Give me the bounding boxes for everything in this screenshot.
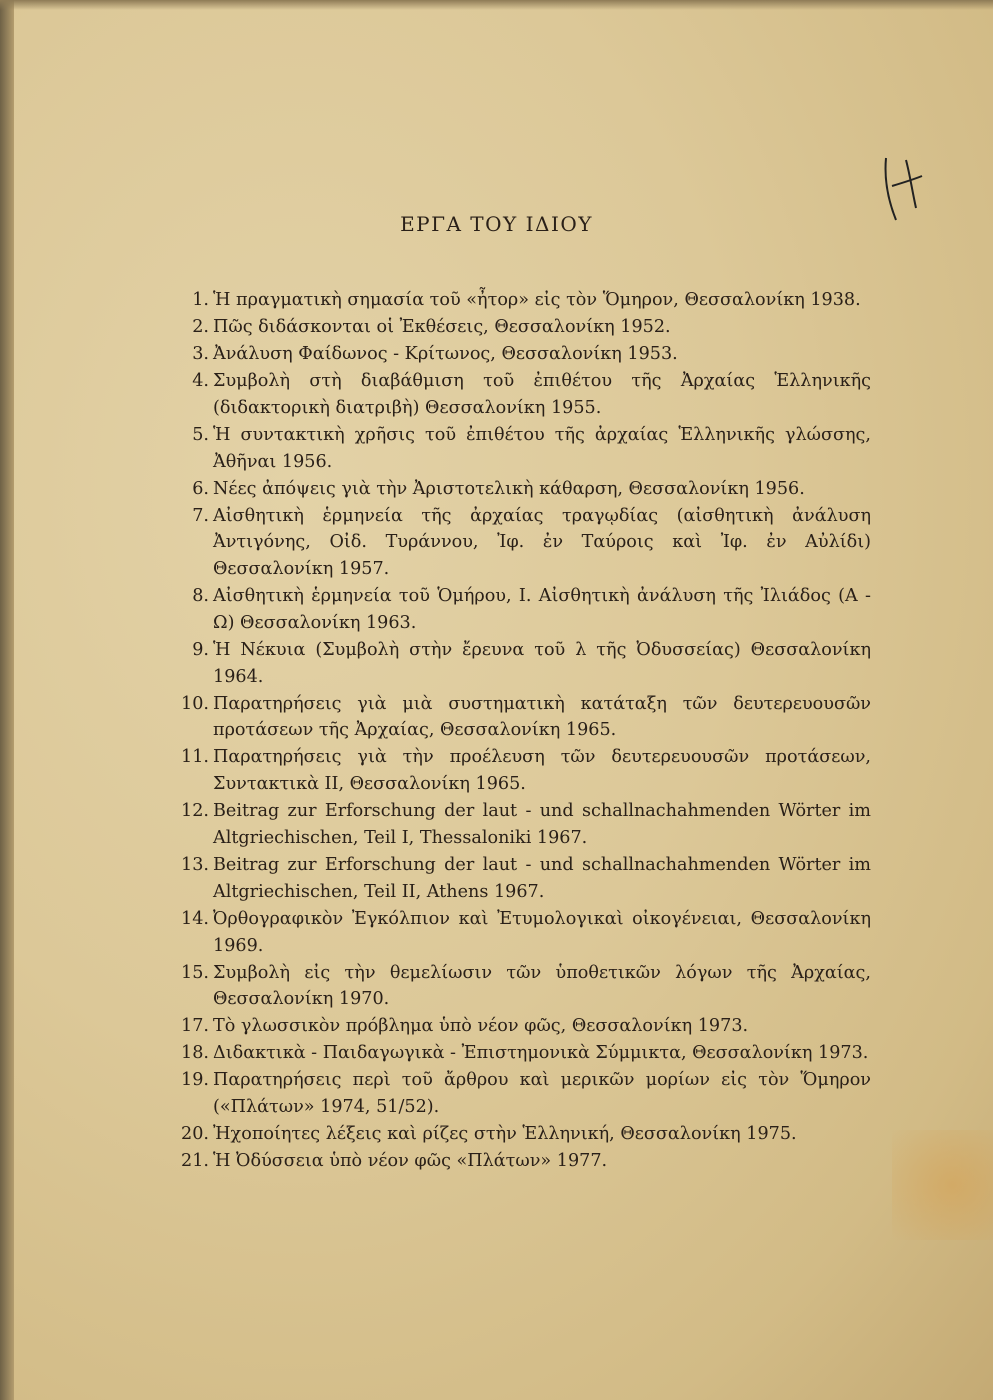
list-item [165,1121,871,1148]
list-item [165,1013,871,1040]
item-number: 19. [181,1070,209,1091]
list-item [165,852,871,906]
list-item [165,1067,871,1121]
list-item [165,1040,871,1067]
list-item [165,476,871,503]
item-number: 5. [192,424,209,445]
item-text: Ἡ Ὀδύσσεια ὑπὸ νέον φῶς «Πλάτων» 1977. [213,1151,608,1172]
item-text: Ὀρθογραφικὸν Ἐγκόλπιον καὶ Ἐτυμολογικαὶ οἰκογένειαι, Θεσσαλονίκη 1969. [213,908,871,956]
item-number: 7. [192,505,209,526]
list-item [165,906,871,960]
item-text: Ἡ συντακτικὴ χρῆσις τοῦ ἐπιθέτου τῆς ἀρχαίας Ἑλληνικῆς γλώσσης, Ἀθῆναι 1956. [213,424,871,472]
item-text: Ἠχοποίητες λέξεις καὶ ρίζες στὴν Ἑλληνική, Θεσσαλονίκη 1975. [213,1124,797,1145]
list-item [165,503,871,583]
item-number: 10. [181,693,209,714]
item-number: 13. [181,854,209,875]
item-text: Διδακτικὰ - Παιδαγωγικὰ - Ἐπιστημονικὰ Σύμμικτα, Θεσσαλονίκη 1973. [213,1043,869,1064]
item-text: Παρατηρήσεις γιὰ μιὰ συστηματικὴ κατάταξη τῶν δευτερευουσῶν προτάσεων τῆς Ἀρχαίας, Θεσσαλονίκη 1965. [213,693,871,741]
item-text: Ἀνάλυση Φαίδωνος - Κρίτωνος, Θεσσαλονίκη 1953. [213,343,678,364]
item-number: 9. [192,639,209,660]
item-text: Παρατηρήσεις γιὰ τὴν προέλευση τῶν δευτερευουσῶν προτάσεων, Συντακτικὰ ΙΙ, Θεσσαλονίκη 1965. [213,747,871,795]
item-number: 14. [181,908,209,929]
list-item [165,287,871,314]
item-number: 3. [192,343,209,364]
item-text: Αἰσθητικὴ ἑρμηνεία τοῦ Ὁμήρου, Ι. Αἰσθητικὴ ἀνάλυση τῆς Ἰλιάδος (Α - Ω) Θεσσαλονίκη 1963. [213,586,871,633]
item-text: Νέες ἀπόψεις γιὰ τὴν Ἀριστοτελικὴ κάθαρση, Θεσσαλονίκη 1956. [213,478,805,499]
item-number: 11. [181,747,209,768]
item-number: 18. [181,1043,209,1064]
list-item [165,583,871,637]
item-number: 17. [181,1016,209,1037]
page-edge-shadow [0,0,14,1400]
item-number: 6. [192,478,209,499]
list-item [165,1148,871,1175]
item-number: 2. [192,316,209,337]
item-number: 1. [192,290,209,310]
item-number: 15. [181,962,209,983]
item-text: Αἰσθητικὴ ἑρμηνεία τῆς ἀρχαίας τραγῳδίας (αἰσθητικὴ ἀνάλυση Ἀντιγόνης, Οἰδ. Τυράννου, Ἰφ. ἐν Ταύροις καὶ Ἰφ. ἐν Αὐλίδι) Θεσσαλονίκη 1957. [213,505,871,580]
item-text: Beitrag zur Erforschung der laut - und schallnachahmenden Wörter im Altgriechischen, Teil II, Athens 1967. [213,854,871,902]
page-top-shadow [0,0,993,10]
list-item [165,314,871,341]
item-text: Ἡ πραγματικὴ σημασία τοῦ «ἦτορ» εἰς τὸν Ὅμηρον, Θεσσαλονίκη 1938. [213,290,861,310]
item-text: Πῶς διδάσκονται οἱ Ἐκθέσεις, Θεσσαλονίκη 1952. [213,316,671,337]
list-item [165,422,871,476]
paper-stain [892,1130,993,1240]
item-text: Τὸ γλωσσικὸν πρόβλημα ὑπὸ νέον φῶς, Θεσσαλονίκη 1973. [213,1016,749,1037]
item-text: Παρατηρήσεις περὶ τοῦ ἄρθρου καὶ μερικῶν μορίων εἰς τὸν Ὅμηρον («Πλάτων» 1974, 51/52). [213,1070,871,1118]
list-item [165,798,871,852]
item-text: Beitrag zur Erforschung der laut - und schallnachahmenden Wörter im Altgriechischen, Teil I, Thessaloniki 1967. [213,801,871,848]
list-item [165,960,871,1014]
list-item [165,637,871,691]
item-text: Συμβολὴ εἰς τὴν θεμελίωσιν τῶν ὑποθετικῶν λόγων τῆς Ἀρχαίας, Θεσσαλονίκη 1970. [213,962,871,1010]
page-title: ΕΡΓΑ ΤΟΥ ΙΔΙΟΥ [400,212,593,236]
works-list [165,287,871,1175]
item-number: 12. [181,801,209,822]
item-text: Συμβολὴ στὴ διαβάθμιση τοῦ ἐπιθέτου τῆς Ἀρχαίας Ἑλληνικῆς (διδακτορικὴ διατριβὴ) Θεσσαλονίκη 1955. [213,370,871,418]
list-item [165,368,871,422]
item-number: 8. [192,586,209,607]
item-text: Ἡ Νέκυια (Συμβολὴ στὴν ἔρευνα τοῦ λ τῆς Ὀδυσσείας) Θεσσαλονίκη 1964. [213,639,871,687]
list-item [165,691,871,745]
list-item [165,341,871,368]
item-number: 21. [181,1151,209,1172]
item-number: 4. [192,370,209,391]
item-number: 20. [181,1124,209,1145]
list-item [165,744,871,798]
